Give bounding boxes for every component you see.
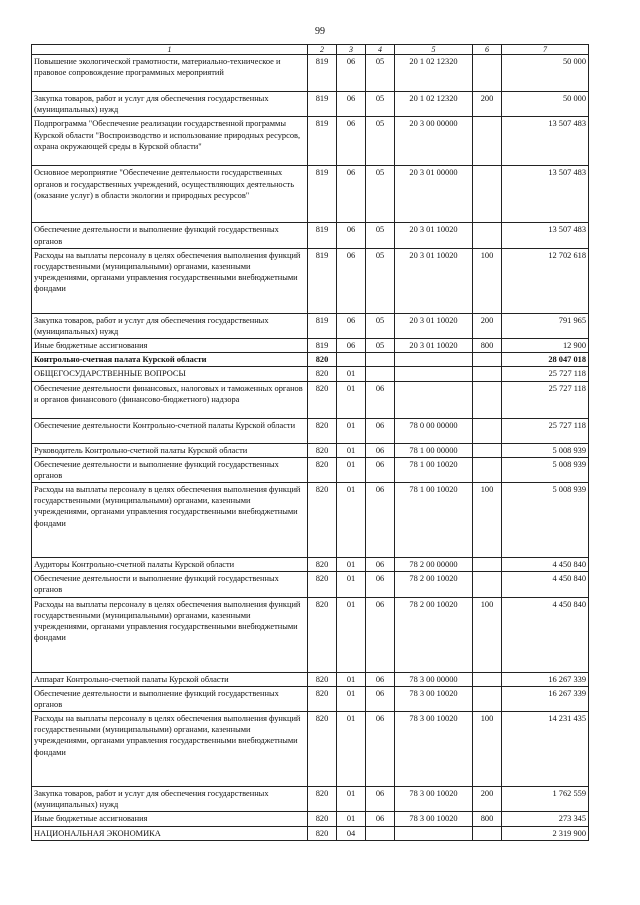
row-vr-cell	[473, 381, 502, 418]
row-ved-cell: 819	[308, 313, 337, 338]
row-vr-cell	[473, 826, 502, 840]
row-rz-cell: 01	[337, 812, 366, 826]
row-name-cell: Расходы на выплаты персоналу в целях обеспечения выполнения функций государственными (муниципальными) органами, казенными учреждениями, органами управления государственными внебюджетными фондами	[32, 712, 308, 787]
table-row	[32, 313, 589, 338]
row-name-cell: Расходы на выплаты персоналу в целях обеспечения выполнения функций государственными (муниципальными) органами, казенными учреждениями, органами управления государственными внебюджетными фондами	[32, 483, 308, 558]
row-csr-cell	[395, 826, 473, 840]
row-name-cell: Расходы на выплаты персоналу в целях обеспечения выполнения функций государственными (муниципальными) органами, казенными учреждениями, органами управления государственными внебюджетными фондами	[32, 248, 308, 313]
row-rz-cell: 01	[337, 443, 366, 457]
row-vr-cell: 200	[473, 787, 502, 812]
row-ved-cell: 819	[308, 223, 337, 248]
row-csr-cell: 20 3 01 10020	[395, 248, 473, 313]
row-ved-cell: 820	[308, 418, 337, 443]
row-pr-cell: 06	[366, 672, 395, 686]
row-ved-cell: 820	[308, 686, 337, 711]
row-csr-cell: 20 3 01 10020	[395, 339, 473, 353]
row-ved-cell: 820	[308, 457, 337, 482]
row-vr-cell	[473, 443, 502, 457]
row-name-cell: Иные бюджетные ассигнования	[32, 339, 308, 353]
row-rz-cell: 01	[337, 572, 366, 597]
row-ved-cell: 820	[308, 483, 337, 558]
row-csr-cell: 78 1 00 10020	[395, 483, 473, 558]
table-row	[32, 787, 589, 812]
header-cell: 7	[502, 45, 589, 55]
row-ved-cell: 820	[308, 443, 337, 457]
row-rz-cell: 04	[337, 826, 366, 840]
row-sum-cell: 12 900	[502, 339, 589, 353]
row-sum-cell: 5 008 939	[502, 457, 589, 482]
row-name-cell: Закупка товаров, работ и услуг для обеспечения государственных (муниципальных) нужд	[32, 92, 308, 117]
row-sum-cell: 4 450 840	[502, 572, 589, 597]
row-pr-cell: 06	[366, 597, 395, 672]
table-row	[32, 166, 589, 223]
table-row	[32, 353, 589, 367]
row-pr-cell: 05	[366, 117, 395, 166]
row-rz-cell: 01	[337, 672, 366, 686]
row-vr-cell: 200	[473, 313, 502, 338]
row-name-cell: Руководитель Контрольно-счетной палаты Курской области	[32, 443, 308, 457]
row-pr-cell: 06	[366, 686, 395, 711]
row-rz-cell: 06	[337, 248, 366, 313]
row-pr-cell: 06	[366, 418, 395, 443]
row-rz-cell: 06	[337, 117, 366, 166]
row-csr-cell: 78 2 00 10020	[395, 572, 473, 597]
table-header-row	[32, 45, 589, 55]
row-rz-cell: 01	[337, 367, 366, 381]
header-cell: 5	[395, 45, 473, 55]
row-pr-cell: 05	[366, 223, 395, 248]
row-sum-cell: 4 450 840	[502, 597, 589, 672]
row-pr-cell: 05	[366, 313, 395, 338]
row-csr-cell	[395, 381, 473, 418]
row-name-cell: НАЦИОНАЛЬНАЯ ЭКОНОМИКА	[32, 826, 308, 840]
row-sum-cell: 25 727 118	[502, 381, 589, 418]
row-name-cell: ОБЩЕГОСУДАРСТВЕННЫЕ ВОПРОСЫ	[32, 367, 308, 381]
row-rz-cell: 06	[337, 92, 366, 117]
table-row	[32, 117, 589, 166]
row-csr-cell: 78 3 00 10020	[395, 787, 473, 812]
row-pr-cell: 06	[366, 443, 395, 457]
budget-table	[31, 44, 589, 841]
row-vr-cell	[473, 457, 502, 482]
row-vr-cell	[473, 223, 502, 248]
table-row	[32, 572, 589, 597]
row-name-cell: Основное мероприятие "Обеспечение деятельности государственных органов и государственных учреждений, осуществляющих деятельность (оказание услуг) в области экологии и природных ресурсов"	[32, 166, 308, 223]
table-row	[32, 381, 589, 418]
row-ved-cell: 820	[308, 597, 337, 672]
row-name-cell: Обеспечение деятельности и выполнение функций государственных органов	[32, 223, 308, 248]
row-ved-cell: 820	[308, 381, 337, 418]
row-vr-cell	[473, 117, 502, 166]
row-csr-cell: 78 3 00 10020	[395, 686, 473, 711]
header-cell: 6	[473, 45, 502, 55]
row-vr-cell	[473, 686, 502, 711]
row-rz-cell: 06	[337, 339, 366, 353]
table-row	[32, 812, 589, 826]
row-rz-cell: 01	[337, 686, 366, 711]
row-rz-cell: 06	[337, 223, 366, 248]
row-rz-cell: 01	[337, 597, 366, 672]
page-number: 99	[315, 26, 325, 37]
row-name-cell: Иные бюджетные ассигнования	[32, 812, 308, 826]
row-csr-cell: 20 3 01 10020	[395, 223, 473, 248]
row-sum-cell: 13 507 483	[502, 117, 589, 166]
row-ved-cell: 820	[308, 672, 337, 686]
row-ved-cell: 819	[308, 117, 337, 166]
row-sum-cell: 16 267 339	[502, 686, 589, 711]
row-csr-cell	[395, 367, 473, 381]
table-row	[32, 92, 589, 117]
row-csr-cell: 78 2 00 00000	[395, 558, 473, 572]
row-vr-cell	[473, 558, 502, 572]
row-name-cell: Закупка товаров, работ и услуг для обеспечения государственных (муниципальных) нужд	[32, 787, 308, 812]
row-sum-cell: 12 702 618	[502, 248, 589, 313]
row-ved-cell: 819	[308, 166, 337, 223]
row-name-cell: Аппарат Контрольно-счетной палаты Курской области	[32, 672, 308, 686]
row-pr-cell: 05	[366, 92, 395, 117]
row-ved-cell: 820	[308, 353, 337, 367]
row-sum-cell: 791 965	[502, 313, 589, 338]
row-ved-cell: 819	[308, 55, 337, 92]
row-csr-cell: 20 3 01 00000	[395, 166, 473, 223]
row-vr-cell	[473, 367, 502, 381]
row-sum-cell: 273 345	[502, 812, 589, 826]
row-ved-cell: 820	[308, 787, 337, 812]
row-name-cell: Обеспечение деятельности финансовых, налоговых и таможенных органов и органов финансового (финансово-бюджетного) надзора	[32, 381, 308, 418]
row-vr-cell	[473, 166, 502, 223]
row-vr-cell: 100	[473, 597, 502, 672]
row-csr-cell: 78 2 00 10020	[395, 597, 473, 672]
row-sum-cell: 13 507 483	[502, 223, 589, 248]
row-csr-cell: 78 1 00 00000	[395, 443, 473, 457]
row-sum-cell: 25 727 118	[502, 367, 589, 381]
row-vr-cell: 200	[473, 92, 502, 117]
table-row	[32, 686, 589, 711]
row-rz-cell: 01	[337, 381, 366, 418]
row-rz-cell	[337, 353, 366, 367]
row-pr-cell: 05	[366, 248, 395, 313]
header-cell: 1	[32, 45, 308, 55]
row-name-cell: Обеспечение деятельности и выполнение функций государственных органов	[32, 572, 308, 597]
row-pr-cell	[366, 826, 395, 840]
row-rz-cell: 01	[337, 787, 366, 812]
row-csr-cell: 78 3 00 10020	[395, 712, 473, 787]
row-csr-cell: 20 1 02 12320	[395, 55, 473, 92]
table-row	[32, 223, 589, 248]
row-vr-cell	[473, 353, 502, 367]
row-vr-cell	[473, 418, 502, 443]
row-csr-cell: 78 0 00 00000	[395, 418, 473, 443]
row-ved-cell: 819	[308, 248, 337, 313]
row-vr-cell: 800	[473, 339, 502, 353]
row-pr-cell: 06	[366, 812, 395, 826]
row-name-cell: Повышение экологической грамотности, материально-техническое и правовое сопровождение программных мероприятий	[32, 55, 308, 92]
row-rz-cell: 01	[337, 712, 366, 787]
row-name-cell: Обеспечение деятельности и выполнение функций государственных органов	[32, 686, 308, 711]
row-ved-cell: 820	[308, 367, 337, 381]
row-pr-cell: 05	[366, 339, 395, 353]
row-csr-cell: 78 3 00 00000	[395, 672, 473, 686]
row-sum-cell: 4 450 840	[502, 558, 589, 572]
row-name-cell: Аудиторы Контрольно-счетной палаты Курской области	[32, 558, 308, 572]
row-sum-cell: 5 008 939	[502, 483, 589, 558]
row-vr-cell: 100	[473, 248, 502, 313]
table-row	[32, 457, 589, 482]
row-vr-cell	[473, 672, 502, 686]
row-vr-cell: 100	[473, 483, 502, 558]
row-sum-cell: 16 267 339	[502, 672, 589, 686]
row-ved-cell: 820	[308, 572, 337, 597]
row-vr-cell	[473, 55, 502, 92]
row-ved-cell: 820	[308, 558, 337, 572]
row-rz-cell: 06	[337, 166, 366, 223]
row-pr-cell: 06	[366, 558, 395, 572]
row-csr-cell: 20 3 00 00000	[395, 117, 473, 166]
row-name-cell: Расходы на выплаты персоналу в целях обеспечения выполнения функций государственными (муниципальными) органами, казенными учреждениями, органами управления государственными внебюджетными фондами	[32, 597, 308, 672]
table-row	[32, 483, 589, 558]
row-sum-cell: 50 000	[502, 92, 589, 117]
row-ved-cell: 820	[308, 812, 337, 826]
row-sum-cell: 14 231 435	[502, 712, 589, 787]
row-ved-cell: 820	[308, 712, 337, 787]
header-cell: 2	[308, 45, 337, 55]
row-name-cell: Закупка товаров, работ и услуг для обеспечения государственных (муниципальных) нужд	[32, 313, 308, 338]
table-row	[32, 558, 589, 572]
table-body	[32, 55, 589, 841]
header-cell: 4	[366, 45, 395, 55]
row-csr-cell: 20 3 01 10020	[395, 313, 473, 338]
table-row	[32, 55, 589, 92]
row-rz-cell: 01	[337, 418, 366, 443]
row-ved-cell: 820	[308, 826, 337, 840]
row-name-cell: Подпрограмма "Обеспечение реализации государственной программы Курской области "Воспроизводство и использование природных ресурсов, охрана окружающей среды в Курской области"	[32, 117, 308, 166]
row-vr-cell	[473, 572, 502, 597]
row-csr-cell: 78 1 00 10020	[395, 457, 473, 482]
row-pr-cell: 05	[366, 55, 395, 92]
row-pr-cell: 06	[366, 572, 395, 597]
row-sum-cell: 13 507 483	[502, 166, 589, 223]
row-pr-cell	[366, 367, 395, 381]
row-pr-cell: 05	[366, 166, 395, 223]
row-rz-cell: 06	[337, 55, 366, 92]
row-rz-cell: 01	[337, 457, 366, 482]
row-name-cell: Обеспечение деятельности Контрольно-счетной палаты Курской области	[32, 418, 308, 443]
row-sum-cell: 28 047 018	[502, 353, 589, 367]
row-ved-cell: 819	[308, 92, 337, 117]
row-pr-cell: 06	[366, 457, 395, 482]
table-row	[32, 248, 589, 313]
row-rz-cell: 06	[337, 313, 366, 338]
row-pr-cell	[366, 353, 395, 367]
row-csr-cell	[395, 353, 473, 367]
row-ved-cell: 819	[308, 339, 337, 353]
table-row	[32, 339, 589, 353]
table-row	[32, 367, 589, 381]
row-sum-cell: 5 008 939	[502, 443, 589, 457]
row-pr-cell: 06	[366, 483, 395, 558]
table-row	[32, 826, 589, 840]
row-vr-cell: 100	[473, 712, 502, 787]
row-sum-cell: 2 319 900	[502, 826, 589, 840]
row-sum-cell: 1 762 559	[502, 787, 589, 812]
row-name-cell: Контрольно-счетная палата Курской области	[32, 353, 308, 367]
table-row	[32, 418, 589, 443]
table-row	[32, 597, 589, 672]
table-row	[32, 712, 589, 787]
row-sum-cell: 25 727 118	[502, 418, 589, 443]
row-rz-cell: 01	[337, 483, 366, 558]
table-row	[32, 443, 589, 457]
row-csr-cell: 78 3 00 10020	[395, 812, 473, 826]
table-row	[32, 672, 589, 686]
row-vr-cell: 800	[473, 812, 502, 826]
row-csr-cell: 20 1 02 12320	[395, 92, 473, 117]
header-cell: 3	[337, 45, 366, 55]
row-name-cell: Обеспечение деятельности и выполнение функций государственных органов	[32, 457, 308, 482]
row-rz-cell: 01	[337, 558, 366, 572]
row-pr-cell: 06	[366, 787, 395, 812]
row-pr-cell: 06	[366, 712, 395, 787]
row-sum-cell: 50 000	[502, 55, 589, 92]
row-pr-cell: 06	[366, 381, 395, 418]
